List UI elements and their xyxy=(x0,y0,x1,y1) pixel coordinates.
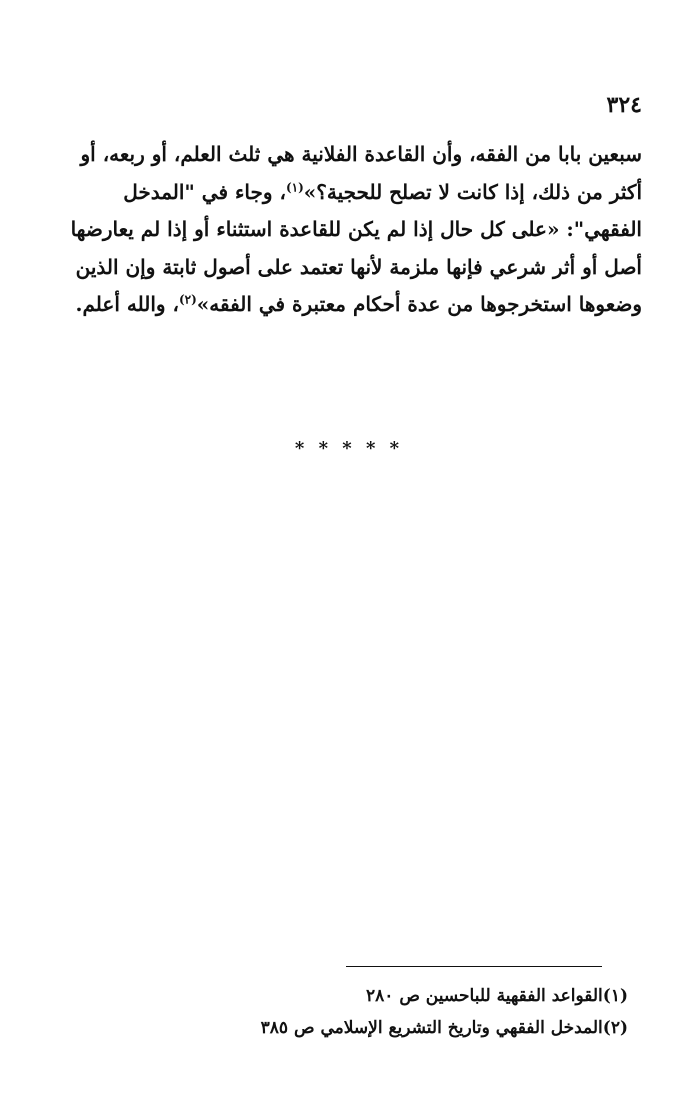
footnote-2: (٢)المدخل الفقهي وتاريخ التشريع الإسلامي ص ٣٨٥ xyxy=(260,1018,628,1038)
text-line-5-tail: ، والله أعلم. xyxy=(75,292,179,316)
text-line-2 xyxy=(50,174,642,212)
section-separator: * * * * * xyxy=(294,438,404,459)
text-line-2-tail: ، وجاء في "المدخل xyxy=(123,179,286,204)
main-paragraph xyxy=(50,136,642,324)
footnote-1: (١)القواعد الفقهية للباحسين ص ٢٨٠ xyxy=(366,986,628,1006)
footnote-ref-2: (٢) xyxy=(178,292,197,307)
text-line-4: أصل أو أثر شرعي فإنها ملزمة لأنها تعتمد على أصول ثابتة وإن الذين xyxy=(75,254,642,279)
footnote-ref-1: (١) xyxy=(285,179,304,194)
text-line-1: سبعين بابا من الفقه، وأن القاعدة الفلانية هي ثلث العلم، أو ربعه، أو xyxy=(80,142,642,166)
text-line-5-main: وضعوها استخرجوها من عدة أحكام معتبرة في الفقه» xyxy=(196,292,642,316)
text-line-3: الفقهي": «على كل حال إذا لم يكن للقاعدة استثناء أو إذا لم يعارضها xyxy=(70,217,642,241)
text-line-5 xyxy=(50,286,642,324)
text-line-2-main: أكثر من ذلك، إذا كانت لا تصلح للحجية؟» xyxy=(303,179,642,204)
page-number: ٣٢٤ xyxy=(606,92,642,118)
footnote-divider xyxy=(346,966,602,967)
footnotes xyxy=(68,980,628,1044)
